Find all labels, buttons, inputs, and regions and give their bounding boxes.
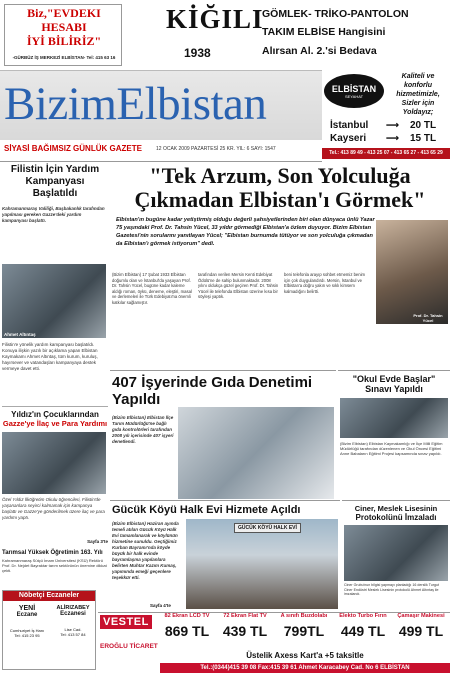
vestel-item-name: Elekto Turbo Fırın xyxy=(339,613,387,619)
ad-evdeki-line3: İYİ BİLİRİZ" xyxy=(26,34,102,48)
nobetci-e2-addr: Lise Cad. xyxy=(64,627,82,632)
kigili-line2: TAKIM ELBİSE Hangisini xyxy=(262,26,386,38)
vestel-item-3 xyxy=(336,613,390,639)
yucel-caption: Prof. Dr. Tahsin Yücel xyxy=(413,313,443,323)
filistin-article xyxy=(2,164,108,406)
nobetci-e2-name: ALİRIZABEY xyxy=(56,605,90,611)
gazze-photo xyxy=(2,432,106,494)
taranan-article xyxy=(2,550,108,590)
route-kayseri xyxy=(322,133,450,144)
taranan-body: Kahramanmaraş Sütçü İmam Üniversitesi (KSÜ) Rektörü Prof. Dr. Nejdet Bayraktar tarım sektörünün önemine dikkat çekti. xyxy=(2,558,107,573)
guccuk-sign: Sayfa 4'te xyxy=(150,603,171,608)
vestel-item-name: A sınıfı Buzdolabı xyxy=(280,613,328,619)
vestel-logo: VESTEL xyxy=(100,615,152,629)
vestel-promo: Üstelik Axess Kart'a +5 taksitle xyxy=(246,651,364,660)
taranan-title: Tarımsal Yüksek Öğretimin 163. Yılı xyxy=(2,550,103,556)
ad-evdeki xyxy=(4,4,122,66)
kigili-year: 1938 xyxy=(184,46,211,60)
route-istanbul xyxy=(322,120,450,131)
gazze-article xyxy=(2,406,108,550)
route-kayseri-city: Kayseri xyxy=(330,133,367,144)
main-col3: beni telefonla arayıp sohbet etmemiz benim için çok duygulandırdı. Mersin, İstanbul ve Elbistan'a doğru yakın ve sıklı kimsem kalmadığını belirtti. xyxy=(284,272,366,294)
seyahat-slogan: Kaliteli ve konforlu hizmetimizle, Sizler için Yoldayız; xyxy=(396,73,440,116)
vestel-item-name: Çamaşır Makinesi xyxy=(397,613,445,619)
guccuk-lead: (Bizim Elbistan) Haziran ayında temeli atılan Gücük Köyü Halk Evi tamamlanarak ve köylünün hizmetine sunuldu. Geçtiğimiz Kurban Bayramı'nda köyde büyük bir halk evinde bayramlaşma yapılanlara belirten Muhtar Kazım Kumaş, yapımında emeği geçenlere teşekkür etti. xyxy=(112,521,179,580)
route-istanbul-city: İstanbul xyxy=(330,120,369,131)
vestel-item-price: 799TL xyxy=(283,623,325,639)
ad-elbistan-seyahat xyxy=(322,70,450,162)
nobetci-e1 xyxy=(5,605,49,638)
vestel-item-price: 499 TL xyxy=(398,623,444,639)
ad-kigili xyxy=(124,4,446,66)
kigili-logo: KİĞILI xyxy=(166,4,264,34)
ciner-body: Ciner Grubu'nun bilgisi yapmayı planladığı 16 derslik Turgut Ciner Endüstri Meslek Lisesinin protokolü Ahmet Altıntaş ile imzalandı. xyxy=(344,583,439,596)
nobetci-e2-tel: Tel: 413 57 84 xyxy=(60,632,86,637)
gida-title-2: Yapıldı xyxy=(112,391,161,408)
guccuk-sign-board: GÜCÜK KÖYÜ HALK EVİ xyxy=(234,523,301,533)
vestel-item-price: 869 TL xyxy=(164,623,210,639)
guccuk-title: Gücük Köyü Halk Evi Hizmete Açıldı xyxy=(112,504,301,516)
ciner-title-1: Ciner, Meslek Lisesinin xyxy=(354,504,438,513)
ciner-photo xyxy=(344,525,448,581)
gazze-body: Özel Yıldız İlköğretim Okulu öğrencileri, Filistin'de yaşananlara seyirci kalmamak için kampanya başlattı ve Gazze'ye gönderilmek üzere ilaç ve para yardımı yaptı. xyxy=(2,497,105,520)
filistin-body: Filistin'e yönelik yardım kampanyası başlatıldı. Konuya ilişkin yazılı bir açıklama yapan Elbistan Kaymakamı Ahmet Altıntaş, tüm kurum, kuruluş, hayırsever ve vatandaşları kampanyaya destek vermeye davet etti. xyxy=(2,342,98,371)
nobetci-e1-addr: Cumhuriyet İş Hanı xyxy=(9,628,45,633)
okul-article xyxy=(338,370,450,500)
seyahat-logo xyxy=(324,74,384,108)
main-title-2: Çıkmadan Elbistan'ı Görmek" xyxy=(134,187,426,212)
vestel-item-price: 449 TL xyxy=(340,623,386,639)
ad-evdeki-line1: Biz,"EVDEKI xyxy=(27,6,101,20)
seyahat-logo-sub: SEYAHAT xyxy=(344,94,364,99)
okul-body: (Bizim Elbistan) Elbistan Kaymakamlığı ve İlçe Milli Eğitim Müdürlüğü tarafından düzenlenen ve Okul Öncesi Eğitimi Anne Babaların Eğitimi Projesi kapsamında sınav yapıldı. xyxy=(340,441,443,456)
ad-evdeki-sub: -GÜRBÜZ İŞ MERKEZİ ELBİSTAN- Tel: 415 63 16 xyxy=(12,55,116,60)
main-col1: (Bizim Elbistan) 17 Şubat 1933 Elbistan doğumlu olan ve İstanbul'da yaşayan Prof. Dr. Tahsin Yücel, bugüne kadar kaleme aldığı roman, öykü, deneme, eleştiri, masal ve derlemeleri ile Türk Edebiyatı'na önemli katkılar sağlamıştır. xyxy=(112,272,192,305)
vestel-item-2 xyxy=(276,613,332,639)
masthead-bar xyxy=(0,70,322,140)
vestel-item-name: 82 Ekran LCD TV xyxy=(164,613,210,619)
main-title-1: "Tek Arzum, Son Yolculuğa xyxy=(149,163,411,188)
vestel-dealer: EROĞLU TİCARET xyxy=(100,643,158,650)
nobetci-e1-name: YENİ xyxy=(18,605,36,612)
route-kayseri-price: 15 TL xyxy=(410,133,437,144)
gazze-sign: Sayfa 3'te xyxy=(87,539,108,544)
seyahat-tel: Tel.: 413 89 49 - 413 25 07 - 413 65 27 - 413 65 29 xyxy=(322,148,450,159)
vestel-item-price: 439 TL xyxy=(222,623,268,639)
filistin-title-1: Filistin İçin Yardım xyxy=(10,164,100,175)
masthead-title: BizimElbistan xyxy=(4,78,267,130)
nobetci-e2 xyxy=(51,605,95,637)
gazze-title-1: Yıldız'ın Çocuklarından xyxy=(11,410,99,419)
masthead-tagline: SİYASİ BAĞIMSIZ GÜNLÜK GAZETE xyxy=(4,144,142,153)
vestel-item-0 xyxy=(160,613,214,639)
gazze-title-2: Gazze'ye İlaç ve Para Yardımı xyxy=(2,419,108,428)
seyahat-logo-text: ELBİSTAN xyxy=(331,84,377,94)
nobetci-e1-tel: Tel: 415 23 95 xyxy=(14,633,40,638)
masthead-strip xyxy=(0,140,322,162)
vestel-item-1 xyxy=(218,613,272,639)
guccuk-article xyxy=(110,500,340,610)
route-istanbul-price: 20 TL xyxy=(410,120,437,131)
arrow-right-icon: ⟶ xyxy=(386,133,399,143)
arrow-right-icon: ⟶ xyxy=(386,120,399,130)
ad-vestel xyxy=(98,612,450,673)
vestel-item-4 xyxy=(394,613,448,639)
ciner-article xyxy=(342,500,450,610)
ad-evdeki-line2: HESABI xyxy=(41,20,87,34)
nobetci-title: Nöbetçi Eczaneler xyxy=(3,591,95,601)
okul-title-2: Sınavı Yapıldı xyxy=(365,384,423,394)
main-article xyxy=(110,164,450,368)
vestel-address: Tel.:(0344)415 39 08 Fax:415 39 61 Ahmet Karacabey Cad. No 6 ELBİSTAN xyxy=(160,663,450,673)
kigili-line1: GÖMLEK- TRİKO-PANTOLON xyxy=(262,8,409,20)
filistin-lead: Kahramanmaraş Valiliği, Başbakanlık tarafından yapılması gereken Gazze'deki yardım kampanyası başlattı. xyxy=(2,206,105,223)
nobetci-box xyxy=(2,590,96,670)
altintas-photo xyxy=(2,264,106,338)
yucel-photo xyxy=(376,220,448,324)
nobetci-e1-type: Eczane xyxy=(16,612,38,618)
guccuk-photo xyxy=(186,519,338,609)
filistin-title-2: Kampanyası Başlatıldı xyxy=(25,176,85,199)
kigili-line3: Alırsan Al. 2.'si Bedava xyxy=(262,45,377,57)
gida-photo xyxy=(178,407,334,499)
nobetci-e2-type: Eczanesi xyxy=(60,611,86,617)
vestel-item-name: 72 Ekran Flat TV xyxy=(223,613,267,619)
main-col2: tarafından verilen Mersin Kenti Edebiyat Ödülü'ne de sahip bulunmaktadır. 2008 yılını oldukça güzel geçiren Prof. Dr. Tahsin Yücel ile telefonda Elbistan üzerine kısa bir söyleşi yaptık. xyxy=(198,272,279,299)
gida-article xyxy=(110,370,336,500)
gida-lead: (Bizim Elbistan) Elbistan İlçe Tarım Müdürlüğü'ne bağlı gıda kontrolörleri tarafından 2008 yılı içerisinde 407 işyeri denetlendi. xyxy=(112,415,174,444)
okul-photo xyxy=(340,398,448,438)
masthead-issue: 12 OCAK 2009 PAZARTESİ 25 KR. YIL: 6 SAYI: 1547 xyxy=(156,146,276,152)
okul-title-1: "Okul Evde Başlar" xyxy=(352,374,436,384)
gida-title-1: 407 İşyerinde Gıda Denetimi xyxy=(112,374,313,391)
ciner-title-2: Protokolünü İmzaladı xyxy=(355,513,437,522)
main-lead: Elbistan'ın bugüne kadar yetiştirmiş olduğu değerli şahsiyetlerinden biri olan dünyaca ünlü Yazar 75 yaşındaki Prof. Dr. Tahsin Yücel, 33 yıldır görmediği Elbistan'a özlem duyuyor. Bizim Elbistan Gazetesi'nin sorularını yanıtlayan Yücel; "Elbistan burnumda tütüyor ve son yolculuğa çıkmadan da Elbistan'ı görmek istiyorum" dedi. xyxy=(116,217,375,247)
altintas-caption: Ahmet Altıntaş xyxy=(4,332,36,337)
